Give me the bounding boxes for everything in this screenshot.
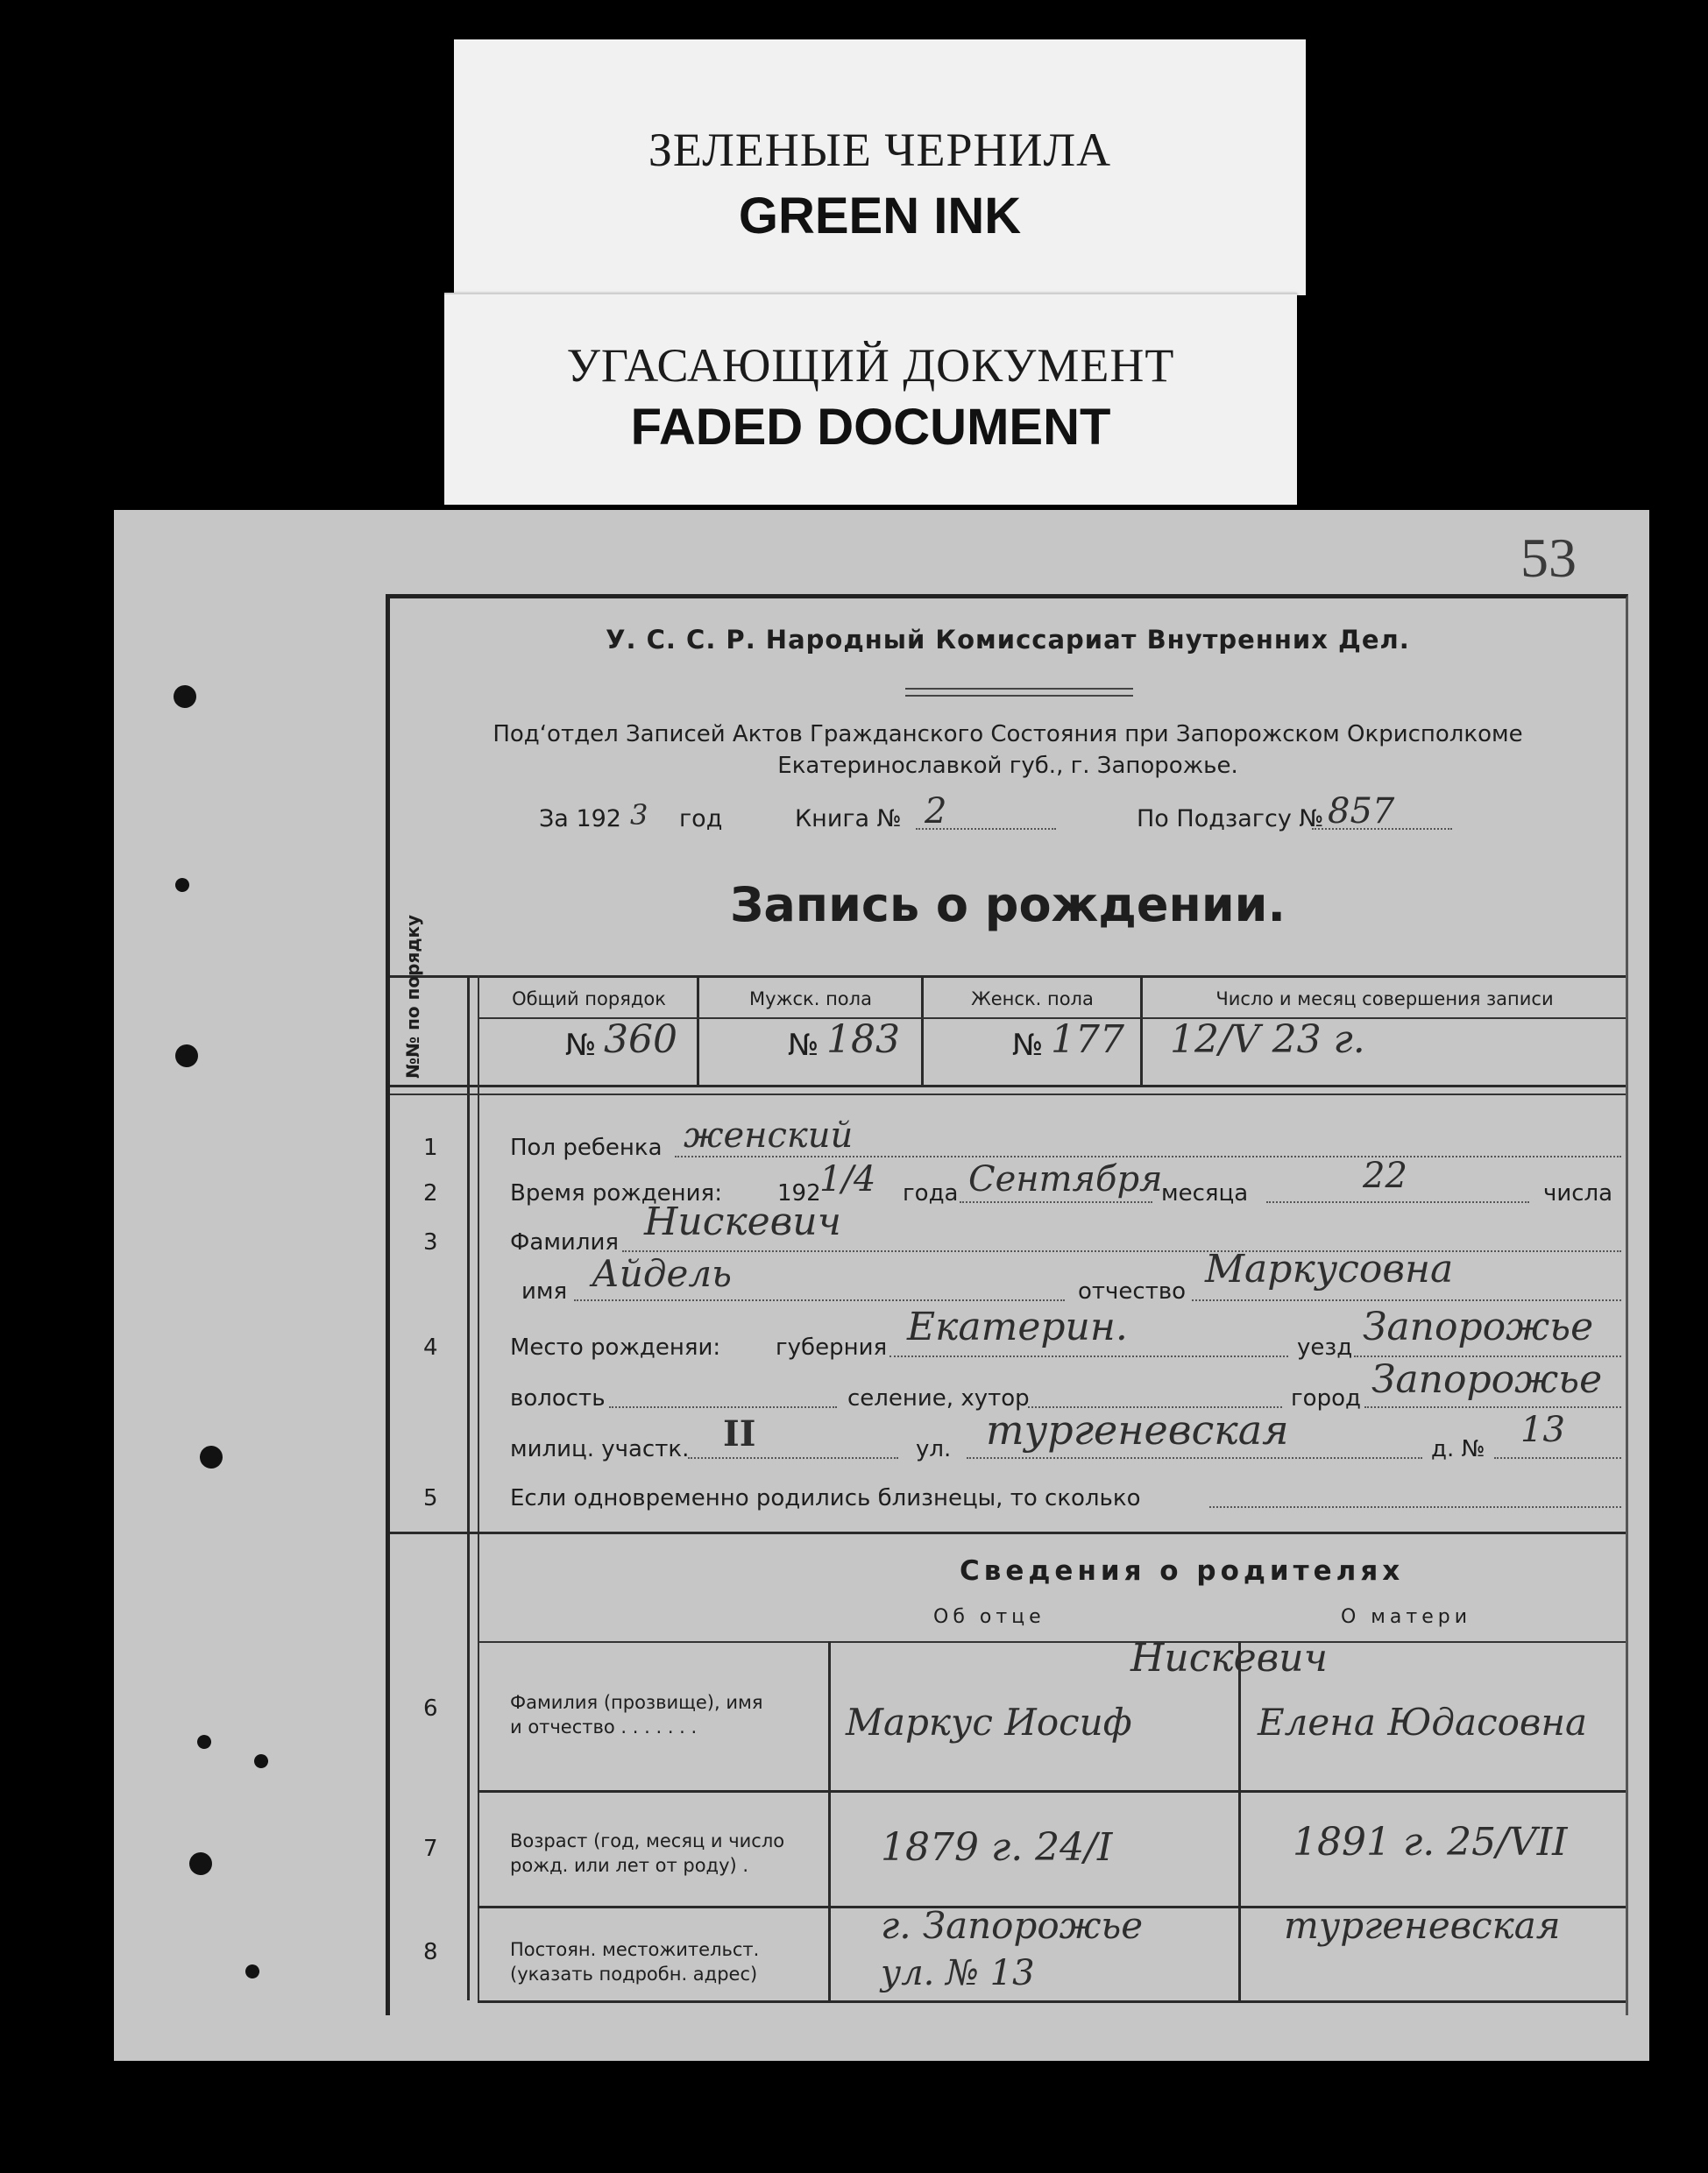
- birth-month-handwritten: Сентября: [968, 1159, 1163, 1200]
- book-label: Книга №: [795, 805, 902, 832]
- row-number-7: 7: [423, 1836, 438, 1862]
- parent-residence-label-1: Постоян. местожительст.: [510, 1939, 760, 1960]
- father-column-heading: Об отце: [933, 1606, 1045, 1628]
- faded-document-label-en: FADED DOCUMENT: [630, 399, 1111, 456]
- faded-document-label-ru: УГАСАЮЩИЙ ДОКУМЕНТ: [566, 339, 1175, 392]
- parents-table-border: [478, 2000, 1626, 2003]
- section-border: [390, 1532, 1626, 1534]
- year-label: За 192: [539, 805, 621, 832]
- binding-hole: [172, 1041, 202, 1072]
- volost-label: волость: [510, 1385, 606, 1412]
- city-label: город: [1291, 1385, 1361, 1412]
- subregister-label: По Подзагсу №: [1137, 805, 1324, 832]
- parent-residence-label-2: (указать подробн. адрес): [510, 1964, 758, 1985]
- birth-month-line: [960, 1201, 1152, 1203]
- street-label: ул.: [916, 1436, 952, 1462]
- table-column-border: [697, 975, 699, 1085]
- subdepartment-line-2: Екатеринославкой губ., г. Запорожье.: [777, 753, 1238, 779]
- column-header-male: Мужск. пола: [749, 988, 872, 1009]
- parent-name-label-1: Фамилия (прозвище), имя: [510, 1692, 763, 1713]
- twins-label: Если одновременно родились близнецы, то сколько: [510, 1485, 1141, 1511]
- surname-line: [622, 1250, 1621, 1252]
- birthplace-label: Место рожденяи:: [510, 1334, 721, 1361]
- binding-hole: [196, 1442, 227, 1473]
- father-age-handwritten: 1879 г. 24/I: [881, 1825, 1113, 1870]
- district-handwritten: Запорожье: [1363, 1305, 1594, 1349]
- twins-line: [1209, 1506, 1621, 1508]
- binding-hole: [173, 875, 191, 894]
- father-name-handwritten: Маркус Иосиф: [846, 1701, 1132, 1744]
- row-number-5: 5: [423, 1485, 438, 1511]
- row-number-4: 4: [423, 1334, 438, 1361]
- green-ink-label-en: GREEN INK: [738, 188, 1022, 244]
- faded-document-label: [444, 293, 1297, 505]
- header-divider: [905, 688, 1133, 690]
- green-ink-label-ru: ЗЕЛЕНЫЕ ЧЕРНИЛА: [648, 124, 1112, 176]
- ministry-header: У. С. С. Р. Народный Комиссариат Внутренних Дел.: [606, 625, 1410, 655]
- parents-column-border: [1238, 1641, 1241, 2000]
- binding-hole: [186, 1849, 216, 1879]
- father-residence-handwritten-line-2: ул. № 13: [881, 1953, 1035, 1993]
- militia-district-label: милиц. участк.: [510, 1436, 690, 1462]
- house-number-label: д. №: [1431, 1436, 1485, 1462]
- village-label: селение, хутор: [847, 1385, 1030, 1412]
- parents-heading: Сведения о родителях: [960, 1555, 1405, 1587]
- birth-day-handwritten: 22: [1363, 1156, 1407, 1196]
- province-line: [889, 1355, 1288, 1357]
- first-name-handwritten: Айдель: [592, 1252, 732, 1295]
- table-border: [390, 1085, 1626, 1087]
- binding-hole: [195, 1732, 213, 1751]
- militia-district-line: [688, 1457, 898, 1459]
- parents-column-border: [828, 1641, 831, 2000]
- row-number-6: 6: [423, 1695, 438, 1722]
- province-label: губерния: [776, 1334, 888, 1361]
- record-date-handwritten: 12/V 23 г.: [1170, 1017, 1365, 1062]
- birth-year-prefix: 192: [777, 1180, 821, 1207]
- city-handwritten: Запорожье: [1371, 1357, 1603, 1402]
- first-name-label: имя: [521, 1278, 568, 1305]
- binding-hole: [252, 1752, 270, 1770]
- child-sex-label: Пол ребенка: [510, 1135, 663, 1161]
- parent-age-label-2: рожд. или лет от роду) .: [510, 1855, 749, 1876]
- general-number-prefix: №: [565, 1028, 597, 1063]
- province-handwritten: Екатерин.: [907, 1305, 1128, 1349]
- table-column-border: [1140, 975, 1143, 1085]
- column-header-general: Общий порядок: [512, 988, 666, 1009]
- mother-age-handwritten: 1891 г. 25/VII: [1293, 1820, 1568, 1865]
- street-handwritten: тургеневская: [986, 1406, 1289, 1454]
- father-residence-handwritten-line-1: г. Запорожье: [881, 1904, 1144, 1947]
- table-column-border: [921, 975, 924, 1085]
- female-number-handwritten: 177: [1051, 1017, 1124, 1062]
- table-border: [390, 975, 1626, 978]
- parent-name-label-2: и отчество . . . . . . .: [510, 1716, 698, 1738]
- row-number-column-label: №№ по порядку: [402, 914, 423, 1079]
- row-number-column-border: [467, 975, 470, 2000]
- row-number-2: 2: [423, 1180, 438, 1207]
- header-divider: [905, 695, 1133, 697]
- year-suffix: год: [679, 805, 723, 832]
- parents-surname-handwritten: Нискевич: [1130, 1636, 1328, 1681]
- column-header-female: Женск. пола: [971, 988, 1094, 1009]
- birth-record-form: [386, 594, 1628, 2015]
- birth-year-handwritten: 1/4: [819, 1159, 876, 1200]
- surname-label: Фамилия: [510, 1229, 619, 1256]
- subregister-handwritten: 857: [1328, 791, 1395, 832]
- year-handwritten: 3: [630, 798, 648, 832]
- subdepartment-line-1: Под‘отдел Записей Актов Гражданского Состояния при Запорожском Окрисполкоме: [493, 721, 1523, 747]
- street-line: [967, 1457, 1422, 1459]
- row-number-3: 3: [423, 1229, 438, 1256]
- column-header-record-date: Число и месяц совершения записи: [1215, 988, 1554, 1009]
- male-number-prefix: №: [788, 1028, 819, 1063]
- row-number-8: 8: [423, 1939, 438, 1965]
- child-sex-line: [675, 1156, 1621, 1157]
- birth-day-line: [1266, 1201, 1529, 1203]
- row-number-1: 1: [423, 1135, 438, 1161]
- city-line: [1364, 1406, 1621, 1408]
- patronymic-label: отчество: [1078, 1278, 1187, 1305]
- parents-table-border: [478, 1641, 1626, 1643]
- section-border: [390, 1094, 1626, 1095]
- birth-time-label: Время рождения:: [510, 1180, 722, 1207]
- militia-district-handwritten: II: [723, 1413, 756, 1455]
- green-ink-label: [454, 39, 1306, 295]
- mother-column-heading: О матери: [1341, 1606, 1472, 1628]
- row-number-column-border: [478, 975, 479, 2000]
- record-title: Запись о рождении.: [729, 877, 1286, 932]
- parent-age-label-1: Возраст (год, месяц и число: [510, 1830, 785, 1851]
- surname-handwritten: Нискевич: [644, 1200, 841, 1244]
- day-word: числа: [1543, 1180, 1613, 1207]
- patronymic-line: [1192, 1299, 1621, 1301]
- month-word: месяца: [1161, 1180, 1249, 1207]
- binding-hole: [170, 682, 201, 712]
- mother-name-handwritten: Елена Юдасовна: [1258, 1701, 1588, 1744]
- archive-page-number: 53: [1520, 527, 1577, 589]
- child-sex-handwritten: женский: [684, 1115, 854, 1156]
- general-number-handwritten: 360: [604, 1017, 677, 1062]
- female-number-prefix: №: [1012, 1028, 1044, 1063]
- parents-table-border: [478, 1790, 1626, 1793]
- patronymic-handwritten: Маркусовна: [1205, 1247, 1454, 1292]
- house-number-handwritten: 13: [1520, 1410, 1565, 1450]
- book-handwritten: 2: [925, 791, 947, 832]
- male-number-handwritten: 183: [826, 1017, 900, 1062]
- year-word: года: [903, 1180, 959, 1207]
- volost-line: [609, 1406, 837, 1408]
- district-label: уезд: [1297, 1334, 1353, 1361]
- binding-hole: [243, 1962, 261, 1980]
- house-number-line: [1494, 1457, 1621, 1459]
- mother-residence-handwritten: тургеневская: [1284, 1904, 1561, 1947]
- first-name-line: [574, 1299, 1065, 1301]
